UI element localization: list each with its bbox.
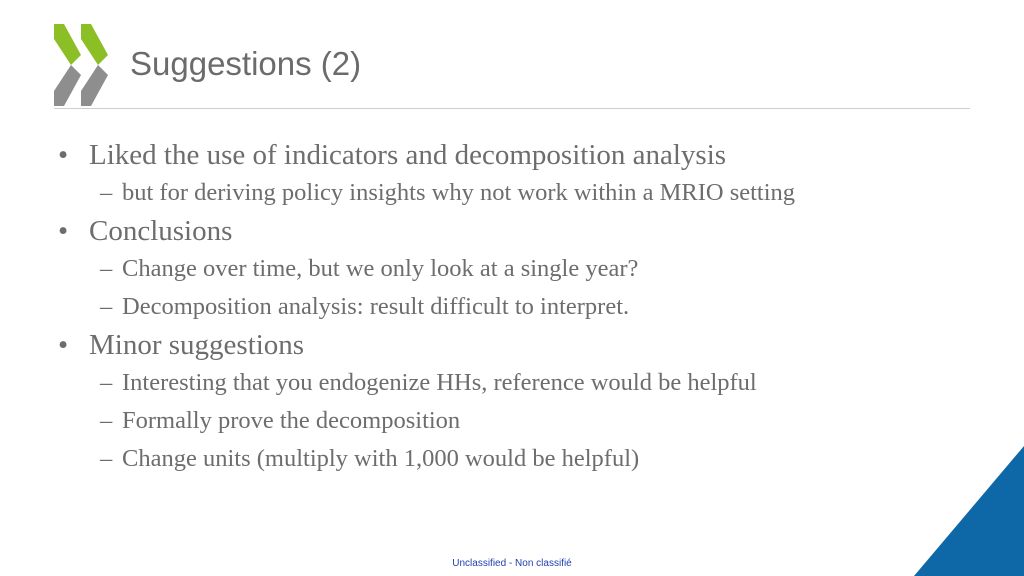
bullet-item [58,326,978,364]
sub-bullet-item [58,250,978,288]
dash-marker: – [100,255,113,282]
bullet-text: Minor suggestions [89,329,305,361]
sub-bullet-text: but for deriving policy insights why not work within a MRIO setting [122,179,796,206]
logo-chevron-right-gray [81,65,108,106]
sub-bullet-item [58,364,978,402]
bullet-item [58,136,978,174]
sub-bullet-text: Change units (multiply with 1,000 would be helpful) [122,445,640,472]
sub-bullet-item [58,288,978,326]
dash-marker: – [100,369,113,396]
bullet-list [58,136,978,478]
bullet-marker: • [58,329,69,361]
bullet-marker: • [58,139,69,171]
classification-footer: Unclassified - Non classifié [452,558,572,569]
sub-bullet-text: Formally prove the decomposition [122,407,461,434]
title-divider [54,108,970,109]
corner-triangle-decoration [914,446,1024,576]
sub-bullet-text: Change over time, but we only look at a single year? [122,255,639,282]
bullet-text: Conclusions [89,215,233,247]
logo-chevron-left-gray [54,65,81,106]
bullet-marker: • [58,215,69,247]
sub-bullet-text: Decomposition analysis: result difficult to interpret. [122,293,630,320]
dash-marker: – [100,445,113,472]
dash-marker: – [100,293,113,320]
bullet-text: Liked the use of indicators and decomposition analysis [89,139,727,171]
sub-bullet-text: Interesting that you endogenize HHs, reference would be helpful [122,369,757,396]
sub-bullet-item [58,402,978,440]
sub-bullet-item [58,174,978,212]
dash-marker: – [100,179,113,206]
oecd-chevron-logo-icon [54,24,110,106]
dash-marker: – [100,407,113,434]
logo-chevron-left-green [54,24,81,65]
bullet-item [58,212,978,250]
sub-bullet-item [58,440,978,478]
logo-chevron-right-green [81,24,108,65]
slide-title: Suggestions (2) [130,45,362,82]
